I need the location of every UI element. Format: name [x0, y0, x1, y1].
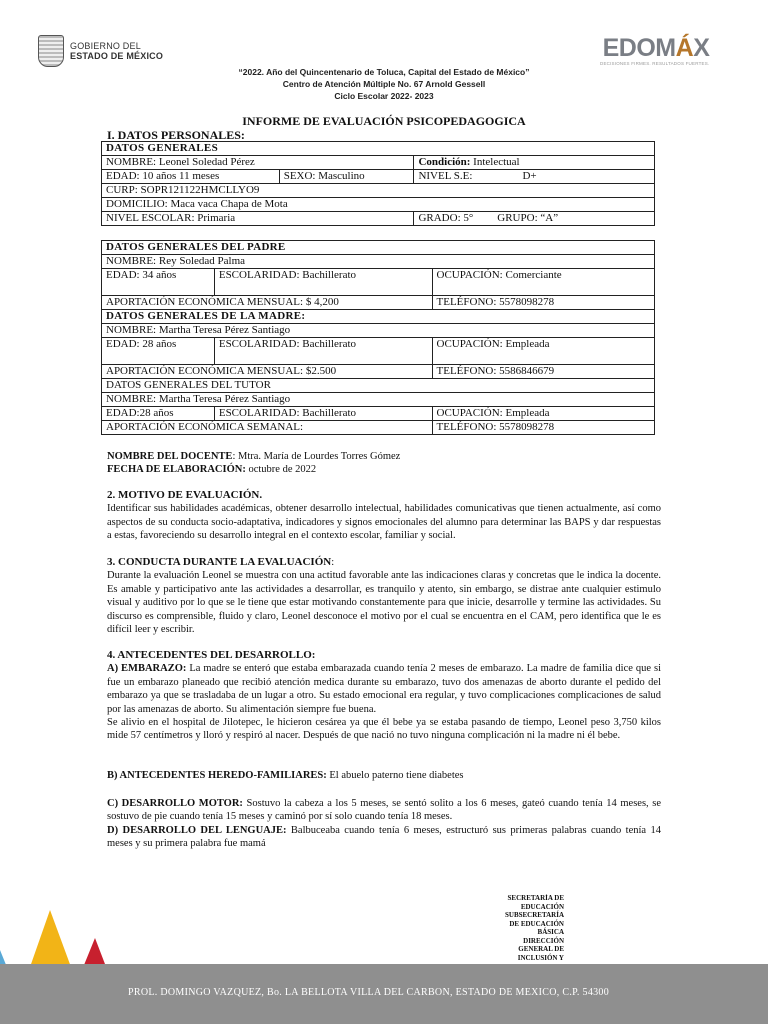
motive-section	[107, 489, 661, 543]
student-curp: CURP: SOPR121122HMCLLYO9	[102, 184, 655, 198]
brand-x: X	[693, 34, 710, 62]
pregnancy-paragraph	[107, 662, 661, 716]
tutor-age: EDAD:28 años	[102, 407, 215, 421]
hereditary-label: B) ANTECEDENTES HEREDO-FAMILIARES:	[107, 770, 327, 781]
student-name: NOMBRE: Leonel Soledad Pérez	[102, 156, 414, 170]
motor-language-block	[107, 797, 661, 851]
father-occupation: OCUPACIÓN: Comerciante	[432, 269, 654, 296]
stamp-line: SUBSECRETARÍA	[505, 911, 564, 919]
conduct-text: Durante la evaluación Leonel se muestra con una actitud favorable ante las indicaciones claras y concretas que le indica la docente. Es amable y participativo ante las actividades a desarrollar, es tranquilo y atento, sin embargo, se distrae ante cualquier estimulo visual y auditivo por lo que se le tiene que estar motivando constantemente para que inicie, desarrolle y termine las actividades. Su discurso es comprensible, fluido y claro, Leonel desconoce el motivo por el cual se encuentra en el CAM, pero identifica que le es difícil leer y escribir.	[107, 570, 661, 636]
stamp-line: INCLUSIÓN Y	[517, 953, 564, 962]
brand-edo: EDO	[602, 34, 656, 62]
stamp-line: SECRETARÍA DE	[507, 894, 564, 902]
stamp-line: DIRECCIÓN	[523, 936, 564, 945]
development-title: 4. ANTECEDENTES DEL DESARROLLO:	[107, 649, 316, 661]
grade: GRADO: 5°	[418, 212, 474, 224]
personal-data-table	[101, 141, 655, 226]
father-phone: TELÉFONO: 5578098278	[432, 296, 654, 310]
tutor-section-title: DATOS GENERALES DEL TUTOR	[102, 379, 655, 393]
tutor-occupation: OCUPACIÓN: Empleada	[432, 407, 654, 421]
father-name: NOMBRE: Rey Soledad Palma	[102, 255, 655, 269]
mother-occupation: OCUPACIÓN: Empleada	[432, 338, 654, 365]
header-line2: Centro de Atención Múltiple No. 67 Arnold Gessell	[282, 79, 486, 89]
secretariat-stamp	[492, 894, 564, 962]
stamp-line: BÁSICA	[537, 928, 564, 936]
conduct-section	[107, 556, 661, 636]
mother-phone: TELÉFONO: 5586846679	[432, 365, 654, 379]
conduct-colon: :	[331, 557, 335, 568]
mother-age: EDAD: 28 años	[102, 338, 215, 365]
student-sex: SEXO: Masculino	[279, 170, 414, 184]
father-schooling: ESCOLARIDAD: Bachillerato	[214, 269, 432, 296]
tutor-name: NOMBRE: Martha Teresa Pérez Santiago	[102, 393, 655, 407]
father-income: APORTACIÓN ECONÓMICA MENSUAL: $ 4,200	[102, 296, 433, 310]
group: GRUPO: “A”	[497, 212, 559, 224]
nivel-se-cell	[414, 170, 655, 184]
mother-name: NOMBRE: Martha Teresa Pérez Santiago	[102, 324, 655, 338]
conduct-title: 3. CONDUCTA DURANTE LA EVALUACIÓN	[107, 556, 332, 568]
personal-section-title: DATOS GENERALES	[102, 142, 655, 156]
motor-paragraph	[107, 797, 661, 824]
edomex-logo	[600, 36, 709, 66]
pregnancy-label: A) EMBARAZO:	[107, 663, 187, 675]
nivel-se-value: D+	[522, 170, 537, 182]
language-label: D) DESARROLLO DEL LENGUAJE:	[107, 824, 287, 836]
family-data-table	[101, 240, 655, 435]
report-title: INFORME DE EVALUACIÓN PSICOPEDAGOGICA	[242, 114, 526, 128]
condition-value: Intelectual	[470, 156, 520, 168]
state-seal-icon	[38, 35, 64, 67]
teacher-label: NOMBRE DEL DOCENTE	[107, 451, 233, 462]
stamp-line: GENERAL DE	[518, 945, 564, 953]
gov-line1: GOBIERNO DEL	[70, 41, 141, 51]
student-age: EDAD: 10 años 11 meses	[102, 170, 280, 184]
brand-tagline: DECISIONES FIRMES. RESULTADOS FUERTES.	[600, 61, 710, 66]
date-label: FECHA DE ELABORACIÓN:	[107, 464, 246, 476]
motor-text: Sostuvo la cabeza a los 5 meses, se sentó solito a los 6 meses, gateó cuando tenía 14 meses, se sostuvo de pie cuando tenía 15 meses y caminó por sí solo cuando tenía 18 meses.	[107, 798, 661, 823]
grade-group-cell	[414, 212, 655, 226]
header-line3: Ciclo Escolar 2022- 2023	[334, 91, 434, 101]
pregnancy-text: La madre se enteró que estaba embarazada cuando tenía 2 meses de embarazo. La madre de familia dice que si fue un embarazo planeado que recibió atención medica durante su embarazo, tuvo dos amenazas de aborto durante el pedido del embarazo ya que se trasladaba de un lugar a otro. Su estado emocional era regular, y tuvo complicaciones complicaciones de salud por las amenazas de aborto. Su alimentación siempre fue buena.	[107, 663, 661, 715]
date-value: octubre de 2022	[245, 464, 317, 476]
hereditary-paragraph	[107, 769, 661, 782]
hereditary-text: El abuelo paterno tiene diabetes	[326, 770, 464, 781]
mother-section-title: DATOS GENERALES DE LA MADRE:	[102, 310, 655, 324]
condition-label: Condición:	[418, 156, 471, 168]
stamp-line: DE EDUCACIÓN	[509, 919, 564, 928]
section1-title: I. DATOS PERSONALES:	[107, 128, 245, 142]
birth-text: Se alivio en el hospital de Jilotepec, le hicieron cesárea ya que él bebe ya se estaba pasando de tiempo, Leonel peso 3,750 kilos mide 57 centímetros y lloró y respiró al nacer. Después de que nació no tuvo ninguna complicación ni la madre ni él bebe.	[107, 717, 661, 742]
gov-line2: ESTADO DE MÉXICO	[70, 51, 164, 61]
mother-schooling: ESCOLARIDAD: Bachillerato	[214, 338, 432, 365]
tutor-income: APORTACIÓN ECONÓMICA SEMANAL:	[102, 421, 433, 435]
development-section	[107, 649, 661, 743]
mother-income: APORTACIÓN ECONÓMICA MENSUAL: $2.500	[102, 365, 433, 379]
stamp-line: EDUCACIÓN	[520, 902, 564, 911]
father-age: EDAD: 34 años	[102, 269, 215, 296]
student-address: DOMICILIO: Maca vaca Chapa de Mota	[102, 198, 655, 212]
father-section-title: DATOS GENERALES DEL PADRE	[102, 241, 655, 255]
teacher-value: : Mtra. María de Lourdes Torres Gómez	[232, 451, 401, 462]
motive-text: Identificar sus habilidades académicas, obtener desarrollo intelectual, habilidades comunicativas que tienen actualmente, así como aspectos de su conducta socio-adaptativa, indicadores y signos emocionales del alumno para determinar las BAPS y dar respuestas a estas, favoreciendo su desarrollo integral en el contexto escolar, familiar y social.	[107, 503, 661, 542]
motive-title: 2. MOTIVO DE EVALUACIÓN.	[107, 489, 263, 501]
language-text: Balbuceaba cuando tenía 6 meses, estructuró sus primeras palabras cuando tenía 14 meses y su primera palabra fue mamá	[107, 824, 661, 850]
tutor-phone: TELÉFONO: 5578098278	[432, 421, 654, 435]
gov-logo	[38, 35, 163, 67]
nivel-se-label: NIVEL S.E:	[418, 170, 473, 182]
teacher-block	[107, 450, 661, 477]
brand-m: M	[655, 34, 676, 62]
school-level: NIVEL ESCOLAR: Primaria	[102, 212, 414, 226]
tutor-schooling: ESCOLARIDAD: Bachillerato	[214, 407, 432, 421]
condition-cell	[414, 156, 655, 170]
footer-address: PROL. DOMINGO VAZQUEZ, Bo. LA BELLOTA VILLA DEL CARBON, ESTADO DE MEXICO, C.P. 54300	[128, 987, 610, 998]
motor-label: C) DESARROLLO MOTOR:	[107, 798, 243, 809]
brand-a: Á	[675, 34, 694, 62]
header-line1: “2022. Año del Quincentenario de Toluca, Capital del Estado de México”	[238, 67, 530, 77]
header-lines	[0, 66, 768, 102]
language-paragraph	[107, 824, 661, 851]
